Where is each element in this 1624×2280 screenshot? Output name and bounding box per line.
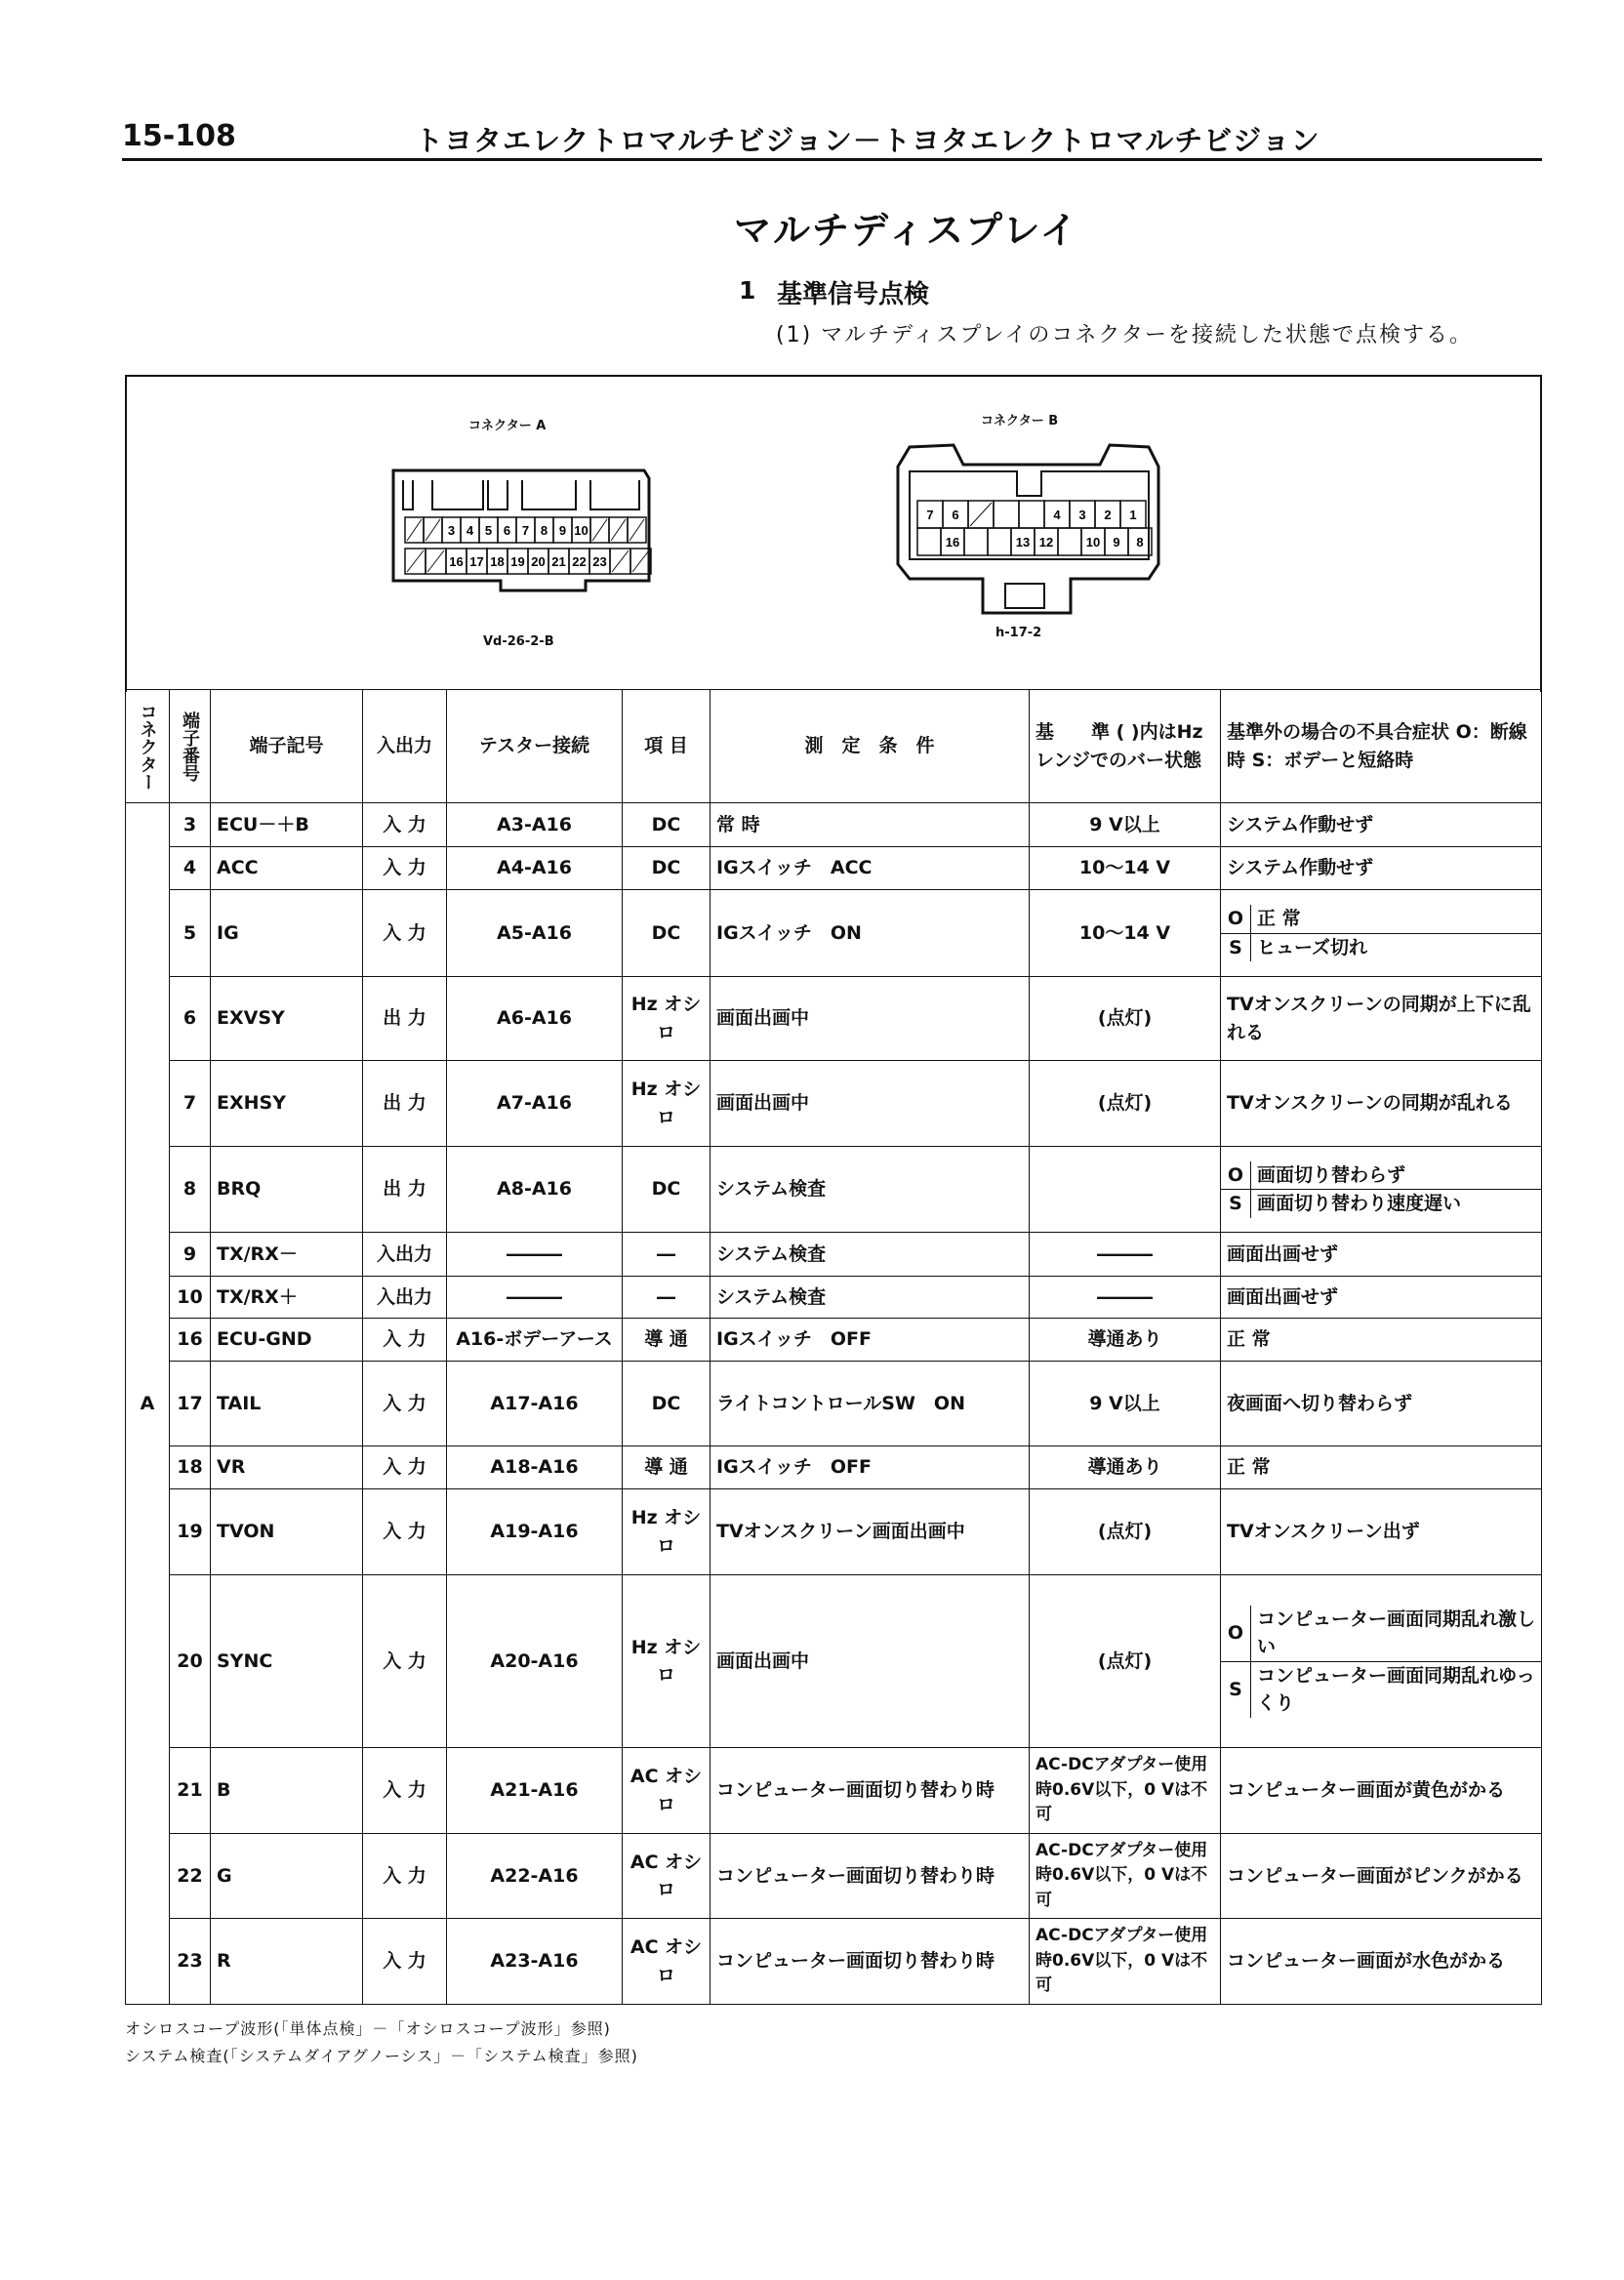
- pin-number: 8: [540, 523, 548, 538]
- standard-value: AC-DCアダプター使用時0.6V以下，0 Vは不可: [1030, 1919, 1221, 2005]
- pin-number: 5: [484, 523, 493, 538]
- tester-connection: A20-A16: [447, 1575, 623, 1748]
- table-row: [126, 803, 1542, 847]
- terminal-symbol: B: [211, 1748, 363, 1834]
- measurement-condition: 画面出画中: [710, 1061, 1030, 1147]
- table-row: [126, 1834, 1542, 1919]
- table-row: [126, 890, 1542, 977]
- measurement-item: Hz オシロ: [623, 1575, 710, 1748]
- terminal-symbol: VR: [211, 1446, 363, 1489]
- io-direction: 入 力: [363, 1919, 447, 2005]
- blank-pin-hatch: [632, 550, 649, 572]
- header-condition: 測 定 条 件: [710, 690, 1030, 803]
- terminal-no: 18: [170, 1446, 211, 1489]
- table-row: [126, 1277, 1542, 1319]
- pin-number: 23: [592, 554, 607, 569]
- measurement-condition: ライトコントロールSW ON: [710, 1362, 1030, 1446]
- measurement-item: AC オシロ: [623, 1919, 710, 2005]
- pin-number: 6: [952, 508, 959, 522]
- symptom-text: 正 常: [1221, 1446, 1542, 1489]
- tester-connection: A23-A16: [447, 1919, 623, 2005]
- pin-number: 6: [503, 523, 511, 538]
- measurement-condition: 画面出画中: [710, 977, 1030, 1061]
- io-direction: 入 力: [363, 1319, 447, 1362]
- terminal-no: 6: [170, 977, 211, 1061]
- symptom-cell: [1221, 890, 1542, 977]
- pin-cell: [964, 528, 988, 555]
- standard-value: AC-DCアダプター使用時0.6V以下，0 Vは不可: [1030, 1834, 1221, 1919]
- terminal-no: 4: [170, 847, 211, 890]
- symptom-text: 画面切り替わらず: [1257, 1163, 1406, 1186]
- terminal-no: 17: [170, 1362, 211, 1446]
- pin-number: 7: [926, 508, 934, 522]
- measurement-item: DC: [623, 803, 710, 847]
- symptom-code: O: [1221, 905, 1251, 933]
- measurement-condition: IGスイッチ ACC: [710, 847, 1030, 890]
- terminal-symbol: G: [211, 1834, 363, 1919]
- standard-value: 導通あり: [1030, 1446, 1221, 1489]
- terminal-symbol: EXHSY: [211, 1061, 363, 1147]
- tester-connection: A5-A16: [447, 890, 623, 977]
- pin-number: 4: [1053, 508, 1061, 522]
- table-row: [126, 1489, 1542, 1575]
- page-number: 15-108: [122, 119, 236, 153]
- pin-cell: [994, 501, 1019, 528]
- header-connector: コネクター: [126, 690, 170, 803]
- terminal-symbol: TAIL: [211, 1362, 363, 1446]
- tester-connection: A19-A16: [447, 1489, 623, 1575]
- symptom-code: O: [1221, 1606, 1251, 1662]
- pin-number: 18: [490, 554, 505, 569]
- tester-connection: A3-A16: [447, 803, 623, 847]
- connector-b-label: コネクター B: [981, 414, 1059, 428]
- pin-number: 21: [551, 554, 566, 569]
- tester-connection: A16-ボデーアース: [447, 1319, 623, 1362]
- measurement-condition: コンピューター画面切り替わり時: [710, 1919, 1030, 2005]
- pin-number: 9: [1113, 535, 1120, 550]
- terminal-symbol: R: [211, 1919, 363, 2005]
- terminal-symbol: ECU－＋B: [211, 803, 363, 847]
- table-row: [126, 977, 1542, 1061]
- measurement-item: DC: [623, 890, 710, 977]
- pin-number: 10: [1085, 535, 1101, 550]
- symptom-text: 画面出画せず: [1221, 1233, 1542, 1277]
- measurement-condition: TVオンスクリーン画面出画中: [710, 1489, 1030, 1575]
- terminal-symbol: SYNC: [211, 1575, 363, 1748]
- measurement-condition: IGスイッチ ON: [710, 890, 1030, 977]
- page-title: マルチディスプレイ: [734, 209, 1079, 252]
- standard-value: AC-DCアダプター使用時0.6V以下，0 Vは不可: [1030, 1748, 1221, 1834]
- tester-connection: A18-A16: [447, 1446, 623, 1489]
- symptom-text: コンピューター画面が黄色がかる: [1221, 1748, 1542, 1834]
- io-direction: 入 力: [363, 890, 447, 977]
- io-direction: 入 力: [363, 803, 447, 847]
- io-direction: 入 力: [363, 1489, 447, 1575]
- io-direction: 入 力: [363, 847, 447, 890]
- terminal-symbol: TX/RX－: [211, 1233, 363, 1277]
- terminal-no: 22: [170, 1834, 211, 1919]
- symptom-text: 夜画面へ切り替わらず: [1221, 1362, 1542, 1446]
- tester-connection: A7-A16: [447, 1061, 623, 1147]
- symptom-cell: [1221, 1147, 1542, 1233]
- header-rule: [122, 158, 1542, 161]
- terminal-no: 3: [170, 803, 211, 847]
- tester-connection: A17-A16: [447, 1362, 623, 1446]
- blank-pin-hatch: [629, 519, 644, 541]
- connector-a-code: Vd-26-2-B: [483, 634, 554, 649]
- pin-number: 9: [558, 523, 567, 538]
- pin-number: 10: [574, 523, 589, 538]
- standard-value: (点灯): [1030, 1489, 1221, 1575]
- blank-pin-hatch: [592, 519, 607, 541]
- terminal-symbol: IG: [211, 890, 363, 977]
- symptom-code: S: [1221, 1661, 1251, 1718]
- io-direction: 入出力: [363, 1277, 447, 1319]
- pin-number: 3: [1078, 508, 1086, 522]
- connector-diagram-panel: [125, 375, 1542, 692]
- standard-value: 10～14 V: [1030, 847, 1221, 890]
- symptom-text: TVオンスクリーンの同期が上下に乱れる: [1221, 977, 1542, 1061]
- table-row: [126, 847, 1542, 890]
- footnote-oscilloscope: オシロスコープ波形(「単体点検」－「オシロスコープ波形」参照): [125, 2019, 611, 2038]
- pin-number: 22: [572, 554, 587, 569]
- blank-pin-hatch: [426, 519, 440, 541]
- terminal-no: 23: [170, 1919, 211, 2005]
- measurement-item: Hz オシロ: [623, 977, 710, 1061]
- io-direction: 出 力: [363, 1061, 447, 1147]
- measurement-condition: システム検査: [710, 1277, 1030, 1319]
- pin-number: 16: [945, 535, 960, 550]
- symptom-text: システム作動せず: [1221, 803, 1542, 847]
- measurement-condition: IGスイッチ OFF: [710, 1446, 1030, 1489]
- pin-cell: [917, 528, 941, 555]
- pin-number: 13: [1015, 535, 1031, 550]
- standard-value: (点灯): [1030, 977, 1221, 1061]
- measurement-condition: コンピューター画面切り替わり時: [710, 1748, 1030, 1834]
- symptom-code: S: [1221, 933, 1251, 961]
- connector-b-code: h-17-2: [995, 626, 1042, 640]
- measurement-item: Hz オシロ: [623, 1061, 710, 1147]
- terminal-no: 20: [170, 1575, 211, 1748]
- terminal-no: 9: [170, 1233, 211, 1277]
- pin-cell: [988, 528, 1011, 555]
- symptom-text: コンピューター画面同期乱れ激しい: [1257, 1608, 1536, 1657]
- terminal-no: 10: [170, 1277, 211, 1319]
- section-number: 1: [739, 276, 756, 305]
- connector-a-diagram: [386, 459, 678, 605]
- tester-connection: A21-A16: [447, 1748, 623, 1834]
- table-row: [126, 1319, 1542, 1362]
- pin-number: 17: [469, 554, 484, 569]
- measurement-condition: コンピューター画面切り替わり時: [710, 1834, 1030, 1919]
- blank-pin-hatch: [407, 519, 422, 541]
- standard-value: 9 V以上: [1030, 803, 1221, 847]
- symptom-text: コンピューター画面同期乱れゆっくり: [1251, 1661, 1542, 1718]
- standard-value: (点灯): [1030, 1575, 1221, 1748]
- header-terminal-no: 端子番号: [170, 690, 211, 803]
- terminal-symbol: ACC: [211, 847, 363, 890]
- pin-number: 12: [1038, 535, 1054, 550]
- pin-number: 7: [521, 523, 530, 538]
- measurement-item: AC オシロ: [623, 1748, 710, 1834]
- measurement-condition: システム検査: [710, 1147, 1030, 1233]
- standard-value: (点灯): [1030, 1061, 1221, 1147]
- terminal-no: 19: [170, 1489, 211, 1575]
- blank-pin-hatch: [970, 503, 992, 526]
- terminal-no: 8: [170, 1147, 211, 1233]
- terminal-symbol: BRQ: [211, 1147, 363, 1233]
- standard-value: ―――: [1030, 1233, 1221, 1277]
- footnote-system-check: システム検査(「システムダイアグノーシス」－「システム検査」参照): [125, 2047, 638, 2065]
- symptom-text: 画面切り替わり速度遅い: [1251, 1190, 1542, 1218]
- table-row: [126, 1061, 1542, 1147]
- terminal-symbol: TVON: [211, 1489, 363, 1575]
- measurement-item: DC: [623, 1147, 710, 1233]
- measurement-condition: システム検査: [710, 1233, 1030, 1277]
- terminal-symbol: TX/RX＋: [211, 1277, 363, 1319]
- standard-value: [1030, 1147, 1221, 1233]
- symptom-text: TVオンスクリーン出ず: [1221, 1489, 1542, 1575]
- io-direction: 入 力: [363, 1834, 447, 1919]
- symptom-text: 画面出画せず: [1221, 1277, 1542, 1319]
- symptom-text: コンピューター画面がピンクがかる: [1221, 1834, 1542, 1919]
- header-io: 入出力: [363, 690, 447, 803]
- symptom-cell: [1221, 1575, 1542, 1748]
- measurement-item: DC: [623, 847, 710, 890]
- symptom-code: O: [1221, 1161, 1251, 1190]
- table-row: [126, 1748, 1542, 1834]
- pin-number: 8: [1136, 535, 1144, 550]
- measurement-item: ―: [623, 1233, 710, 1277]
- measurement-condition: 画面出画中: [710, 1575, 1030, 1748]
- pin-number: 4: [466, 523, 474, 538]
- pin-number: 3: [447, 523, 456, 538]
- measurement-item: AC オシロ: [623, 1834, 710, 1919]
- pin-number: 2: [1104, 508, 1112, 522]
- standard-value: ―――: [1030, 1277, 1221, 1319]
- header-symptom: 基準外の場合の不具合症状 O：断線時 S：ボデーと短絡時: [1221, 690, 1542, 803]
- symptom-text: システム作動せず: [1221, 847, 1542, 890]
- tester-connection: ―――: [447, 1277, 623, 1319]
- pin-cell: [1019, 501, 1044, 528]
- table-header-row: [126, 690, 1542, 803]
- running-title: トヨタエレクトロマルチビジョン－トヨタエレクトロマルチビジョン: [415, 124, 1320, 157]
- symptom-text: コンピューター画面が水色がかる: [1221, 1919, 1542, 2005]
- pin-number: 16: [449, 554, 464, 569]
- blank-pin-hatch: [407, 550, 424, 572]
- measurement-item: 導 通: [623, 1446, 710, 1489]
- symptom-code: S: [1221, 1190, 1251, 1218]
- tester-connection: A4-A16: [447, 847, 623, 890]
- measurement-condition: IGスイッチ OFF: [710, 1319, 1030, 1362]
- io-direction: 出 力: [363, 1147, 447, 1233]
- tester-connection: ―――: [447, 1233, 623, 1277]
- table-row: [126, 1362, 1542, 1446]
- table-row: [126, 1575, 1542, 1748]
- tester-connection: A8-A16: [447, 1147, 623, 1233]
- section-title: 基準信号点検: [777, 280, 930, 309]
- header-tester: テスター接続: [447, 690, 623, 803]
- blank-pin-hatch: [427, 550, 444, 572]
- measurement-item: DC: [623, 1362, 710, 1446]
- io-direction: 入出力: [363, 1233, 447, 1277]
- blank-pin-hatch: [612, 550, 629, 572]
- connector-b-diagram: [890, 437, 1183, 623]
- table-row: [126, 1919, 1542, 2005]
- measurement-item: Hz オシロ: [623, 1489, 710, 1575]
- tester-connection: A22-A16: [447, 1834, 623, 1919]
- pin-number: 1: [1129, 508, 1137, 522]
- standard-value: 9 V以上: [1030, 1362, 1221, 1446]
- measurement-item: 導 通: [623, 1319, 710, 1362]
- terminal-no: 5: [170, 890, 211, 977]
- io-direction: 出 力: [363, 977, 447, 1061]
- io-direction: 入 力: [363, 1748, 447, 1834]
- symptom-text: TVオンスクリーンの同期が乱れる: [1221, 1061, 1542, 1147]
- table-row: [126, 1233, 1542, 1277]
- table-row: [126, 1147, 1542, 1233]
- terminal-symbol: ECU-GND: [211, 1319, 363, 1362]
- symptom-text: ヒューズ切れ: [1251, 933, 1542, 961]
- measurement-condition: 常 時: [710, 803, 1030, 847]
- standard-value: 10～14 V: [1030, 890, 1221, 977]
- instruction-text: (1) マルチディスプレイのコネクターを接続した状態で点検する。: [776, 323, 1473, 347]
- header-standard: 基 準 ( )内はHzレンジでのバー状態: [1030, 690, 1221, 803]
- symptom-text: 正 常: [1221, 1319, 1542, 1362]
- standard-value: 導通あり: [1030, 1319, 1221, 1362]
- header-terminal-symbol: 端子記号: [211, 690, 363, 803]
- pin-cell: [1058, 528, 1081, 555]
- io-direction: 入 力: [363, 1446, 447, 1489]
- table-row: [126, 1446, 1542, 1489]
- blank-pin-hatch: [611, 519, 626, 541]
- header-item: 項 目: [623, 690, 710, 803]
- connector-a-label: コネクター A: [468, 419, 547, 433]
- symptom-text: 正 常: [1257, 908, 1301, 929]
- terminal-symbol: EXVSY: [211, 977, 363, 1061]
- terminal-no: 21: [170, 1748, 211, 1834]
- measurement-item: ―: [623, 1277, 710, 1319]
- terminal-no: 7: [170, 1061, 211, 1147]
- io-direction: 入 力: [363, 1362, 447, 1446]
- io-direction: 入 力: [363, 1575, 447, 1748]
- tester-connection: A6-A16: [447, 977, 623, 1061]
- terminal-table: [125, 689, 1542, 2005]
- connector-cell: A: [126, 803, 170, 2005]
- terminal-no: 16: [170, 1319, 211, 1362]
- pin-number: 20: [531, 554, 546, 569]
- pin-number: 19: [510, 554, 525, 569]
